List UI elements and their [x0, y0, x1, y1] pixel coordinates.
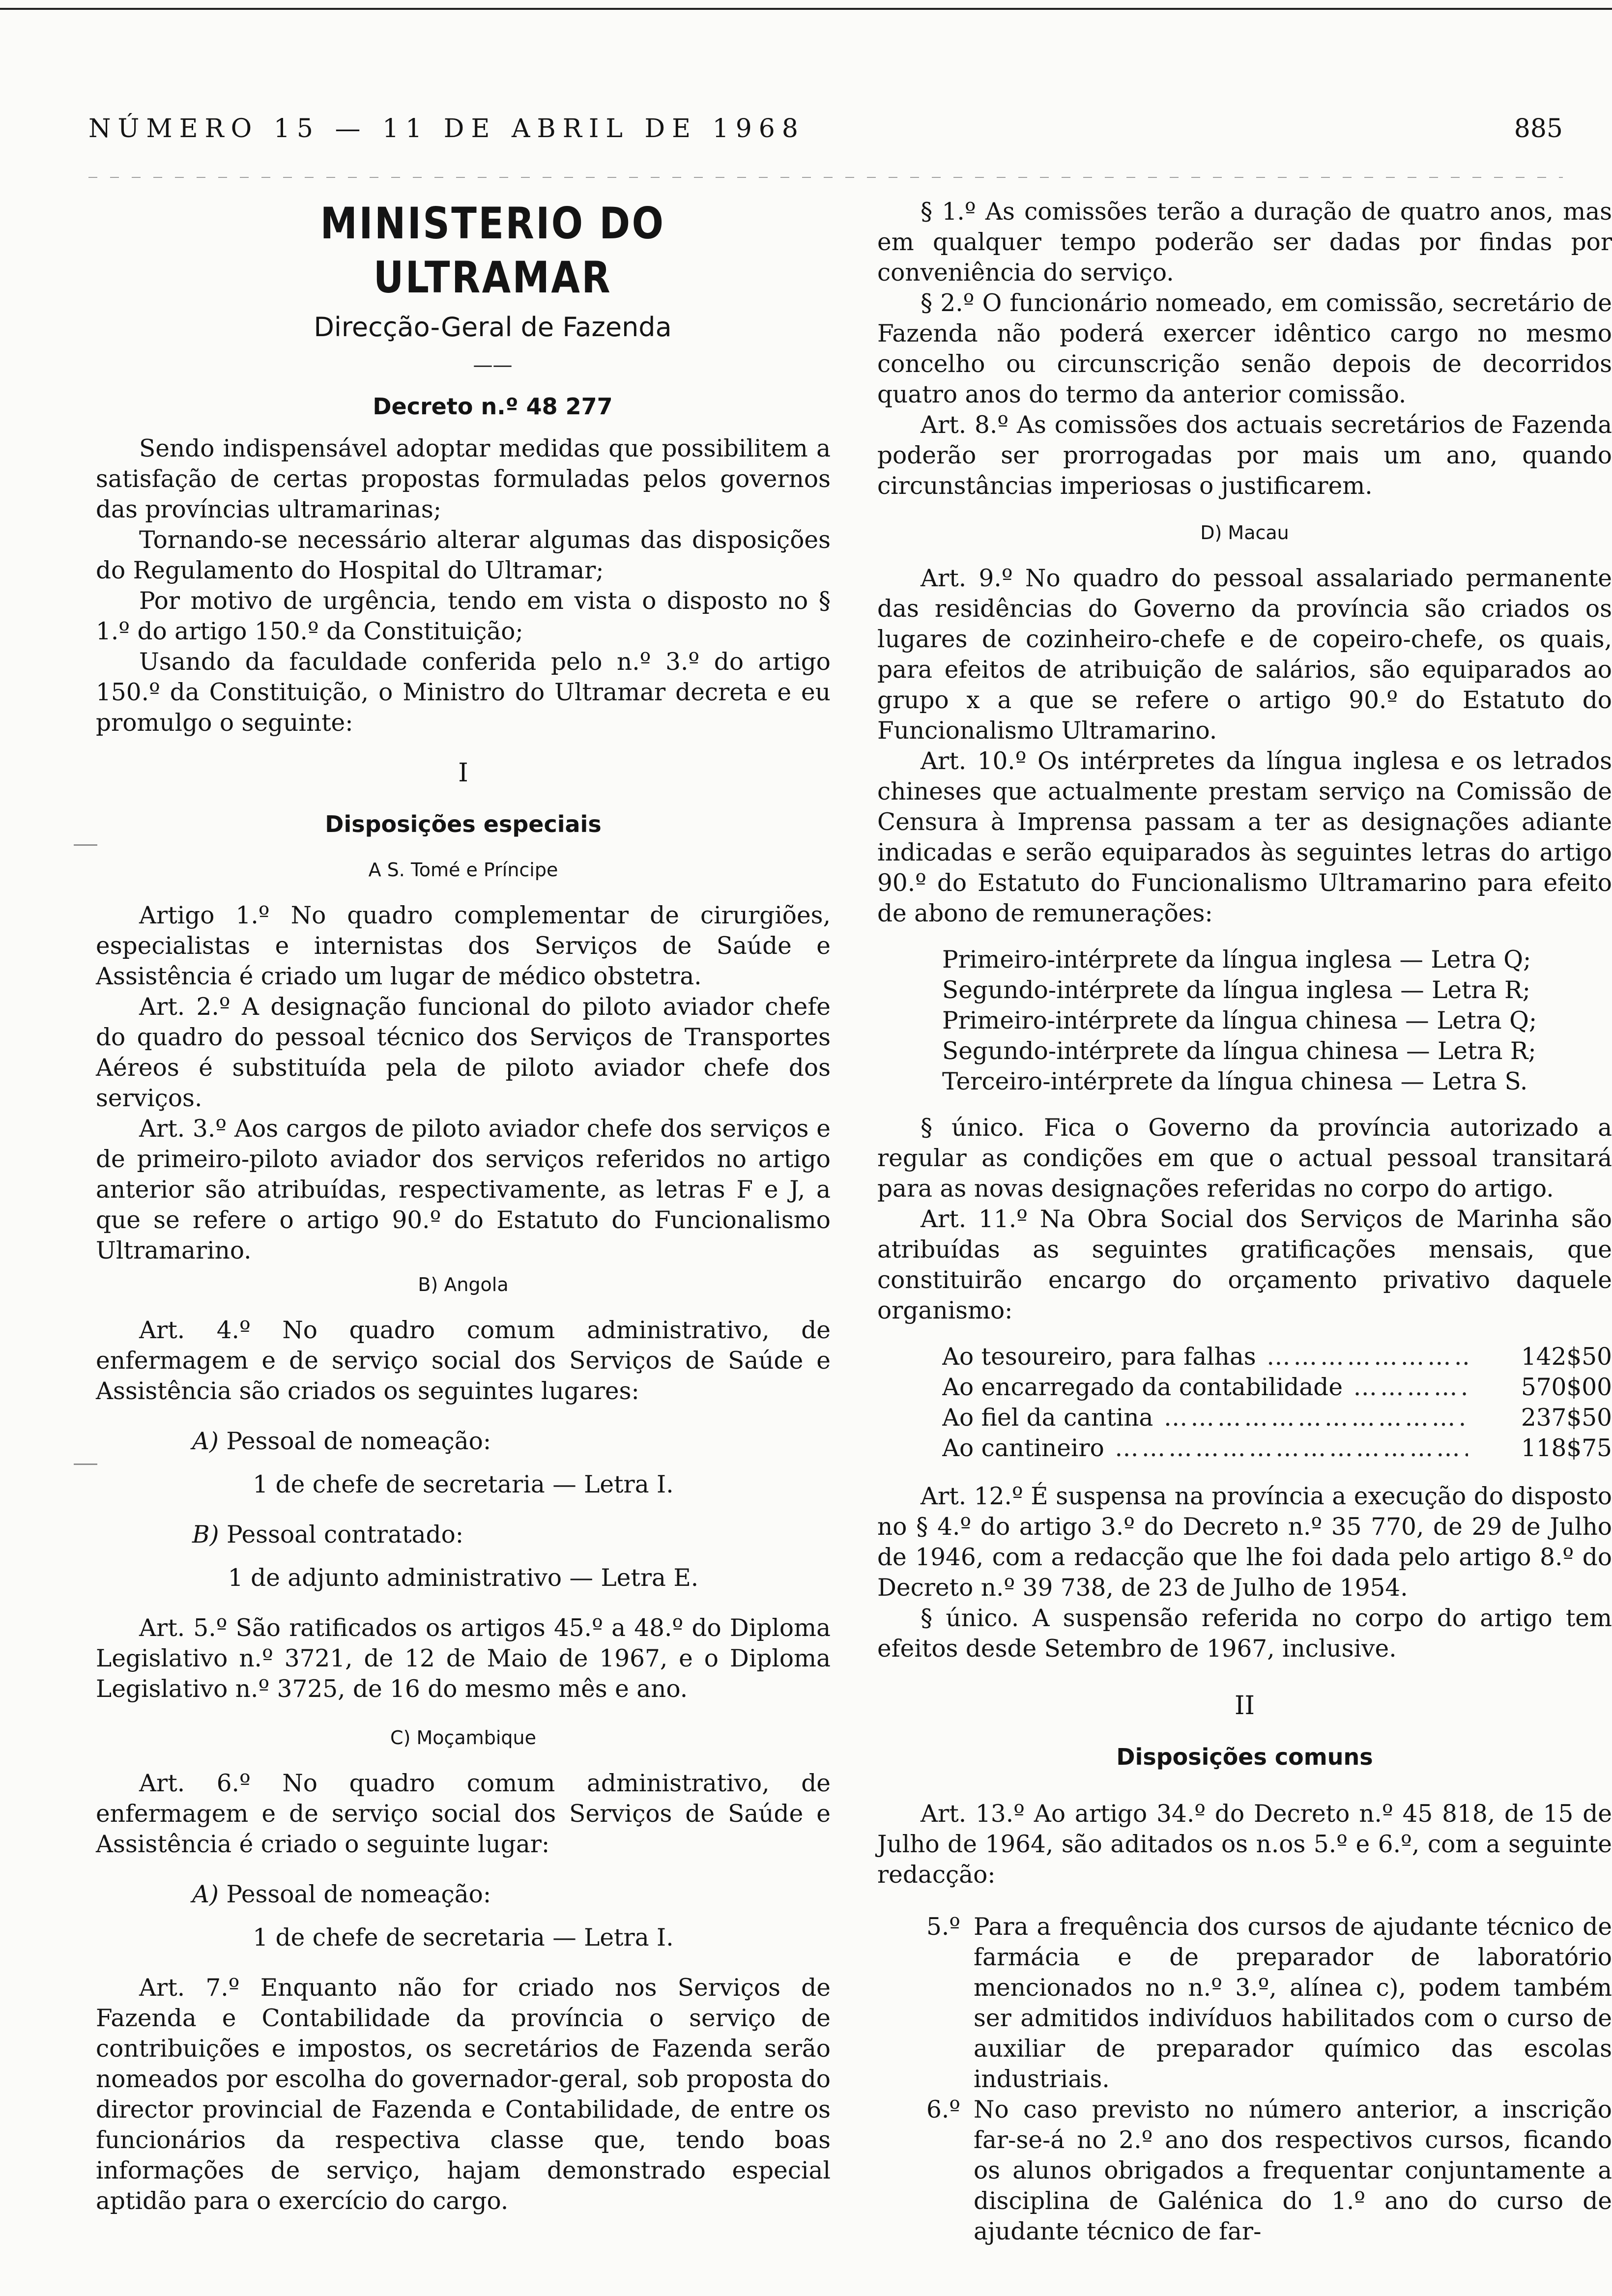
province-heading: C) Moçambique [390, 1727, 536, 1749]
province-heading: D) Macau [1200, 522, 1289, 544]
paragraph-clause: § único. A suspensão referida no corpo do artigo tem efeitos desde Setembro de 1967, inclusive. [877, 1605, 1612, 1663]
category-label: Pessoal de nomeação: [226, 1428, 491, 1455]
salary-value: 570$00 [1521, 1374, 1612, 1401]
added-item [926, 1912, 1612, 2095]
article: Art. 11.º Na Obra Social dos Serviços de Marinha são atribuídas as seguintes gratificações mensais, que constituirão encargo do orçamento privativo daquele organismo: [877, 1205, 1612, 1324]
salary-label: Ao cantineiro …………………………………………………………………………………………… [942, 1433, 1468, 1464]
item-text: No caso previsto no número anterior, a inscrição far-se-á no 2.º ano dos respectivos cursos, ficando os alunos obrigados a frequentar conjuntamente a disciplina de Galénica do 1.º ano do curso de ajudante técnico de far- [974, 2096, 1612, 2245]
paragraph-clause: § único. Fica o Governo da província autorizado a regular as condições em que o actual pessoal transitará para as novas designações referidas no corpo do artigo. [877, 1114, 1612, 1203]
post-line: 1 de adjunto administrativo — Letra E. [228, 1564, 699, 1592]
staff-category [96, 1879, 831, 1910]
interpreter-list [877, 945, 1612, 1097]
salary-table [877, 1342, 1612, 1464]
part-title: Disposições especiais [325, 811, 602, 837]
salary-value: 142$50 [1521, 1343, 1612, 1371]
category-letter: B) [192, 1521, 219, 1549]
right-column [877, 197, 1612, 2247]
post-line: 1 de chefe de secretaria — Letra I. [253, 1924, 674, 1952]
salary-row [877, 1372, 1612, 1403]
margin-mark [74, 1464, 97, 1465]
paragraph-clause: § 2.º O funcionário nomeado, em comissão, secretário de Fazenda não poderá exercer idêntico cargo no mesmo concelho ou circunscrição senão depois de decorridos quatro anos do termo da anterior comissão. [877, 289, 1612, 408]
added-items [877, 1912, 1612, 2247]
issue-line: NÚMERO 15 — 11 DE ABRIL DE 1968 [88, 114, 805, 144]
article: Artigo 1.º No quadro complementar de cirurgiões, especialistas e internistas dos Serviços de Saúde e Assistência é criado um lugar de médico obstetra. [96, 902, 831, 990]
article: Art. 8.º As comissões dos actuais secretários de Fazenda poderão ser prorrogadas por mais um ano, quando circunstâncias imperiosas o justificarem. [877, 411, 1612, 500]
staff-category [96, 1426, 831, 1457]
part-numeral: I [458, 758, 468, 788]
article: Art. 9.º No quadro do pessoal assalariado permanente das residências do Governo da província são criados os lugares de cozinheiro-chefe e de copeiro-chefe, os quais, para efeitos de atribuição de salários, são equiparados ao grupo x a que se refere o artigo 90.º do Estatuto do Funcionalismo Ultramarino. [877, 565, 1612, 745]
article: Art. 6.º No quadro comum administrativo, de enfermagem e de serviço social dos Serviços de Saúde e Assistência é criado o seguinte lugar: [96, 1770, 831, 1858]
article: Art. 10.º Os intérpretes da língua inglesa e os letrados chineses que actualmente prestam serviço na Comissão de Censura à Imprensa passam a ter as designações adiante indicadas e serão equiparados às seguintes letras do artigo 90.º do Estatuto do Funcionalismo Ultramarino para efeito de abono de remunerações: [877, 747, 1612, 927]
salary-row [877, 1403, 1612, 1433]
salary-row [877, 1342, 1612, 1372]
left-column [96, 197, 831, 2216]
salary-label: Ao tesoureiro, para falhas …………………………………………………………………………………………… [942, 1342, 1468, 1372]
page-number: 885 [1514, 114, 1563, 144]
province-heading: A S. Tomé e Príncipe [368, 859, 558, 881]
paragraph-clause: § 1.º As comissões terão a duração de quatro anos, mas em qualquer tempo poderão ser dadas por findas por conveniência do serviço. [877, 198, 1612, 287]
article: Art. 2.º A designação funcional do piloto aviador chefe do quadro do pessoal técnico dos Serviços de Transportes Aéreos é substituída pela de piloto aviador chefe dos serviços. [96, 993, 831, 1112]
article: Art. 7.º Enquanto não for criado nos Serviços de Fazenda e Contabilidade da província o serviço de contribuições e impostos, os secretários de Fazenda serão nomeados por escolha do governador-geral, sob proposta do director provincial de Fazenda e Contabilidade, de entre os funcionários da respectiva classe que, tendo boas informações de serviço, hajam demonstrado especial aptidão para o exercício do cargo. [96, 1974, 831, 2215]
province-heading: B) Angola [418, 1274, 509, 1295]
salary-label: Ao fiel da cantina …………………………………………………………………………………………… [942, 1403, 1468, 1433]
item-text: Para a frequência dos cursos de ajudante técnico de farmácia e de preparador de laboratório mencionados no n.º 3.º, alínea c), podem também ser admitidos indivíduos habilitados com o curso de auxiliar de preparador químico das escolas industriais. [974, 1913, 1612, 2093]
margin-mark [74, 844, 97, 846]
interpreter-item: Primeiro-intérprete da língua chinesa — Letra Q; [942, 1007, 1537, 1034]
salary-label: Ao encarregado da contabilidade …………………………………………………………………………………………… [942, 1372, 1468, 1403]
preamble-paragraph: Sendo indispensável adoptar medidas que possibilitem a satisfação de certas propostas formuladas pelos governos das províncias ultramarinas; [96, 435, 831, 523]
preamble-paragraph: Tornando-se necessário alterar algumas das disposições do Regulamento do Hospital do Ultramar; [96, 526, 831, 584]
interpreter-item: Terceiro-intérprete da língua chinesa — Letra S. [942, 1068, 1528, 1095]
department-title: Direcção-Geral de Fazenda [314, 312, 672, 343]
ministry-title: MINISTERIO DO ULTRAMAR [320, 198, 665, 303]
category-letter: A) [192, 1428, 219, 1455]
item-number: 5.º [926, 1913, 961, 1941]
article: Art. 13.º Ao artigo 34.º do Decreto n.º 45 818, de 15 de Julho de 1964, são aditados os n.os 5.º e 6.º, com a seguinte redacção: [877, 1800, 1612, 1889]
category-label: Pessoal de nomeação: [226, 1881, 491, 1908]
preamble-paragraph: Por motivo de urgência, tendo em vista o disposto no § 1.º do artigo 150.º da Constituição; [96, 587, 831, 645]
header-rule [88, 177, 1563, 178]
article: Art. 12.º É suspensa na província a execução do disposto no § 4.º do artigo 3.º do Decreto n.º 35 770, de 29 de Julho de 1946, com a redacção que lhe foi dada pelo artigo 8.º do Decreto n.º 39 738, de 23 de Julho de 1954. [877, 1483, 1612, 1602]
interpreter-item: Segundo-intérprete da língua chinesa — Letra R; [942, 1037, 1536, 1065]
post-line: 1 de chefe de secretaria — Letra I. [253, 1471, 674, 1498]
category-label: Pessoal contratado: [226, 1521, 464, 1549]
added-item [926, 2095, 1612, 2247]
article: Art. 3.º Aos cargos de piloto aviador chefe dos serviços e de primeiro-piloto aviador dos serviços referidos no artigo anterior são atribuídas, respectivamente, as letras F e J, a que se refere o artigo 90.º do Estatuto do Funcionalismo Ultramarino. [96, 1115, 831, 1264]
interpreter-item: Segundo-intérprete da língua inglesa — Letra R; [942, 976, 1530, 1004]
decree-number: Decreto n.º 48 277 [373, 393, 613, 420]
salary-row [877, 1433, 1612, 1464]
article: Art. 4.º No quadro comum administrativo, de enfermagem e de serviço social dos Serviços de Saúde e Assistência são criados os seguintes lugares: [96, 1317, 831, 1405]
top-border-rule [0, 8, 1612, 10]
page-header [88, 114, 1563, 148]
staff-category [96, 1520, 831, 1550]
part-title: Disposições comuns [1116, 1744, 1373, 1770]
preamble-paragraph: Usando da faculdade conferida pelo n.º 3.º do artigo 150.º da Constituição, o Ministro do Ultramar decreta e eu promulgo o seguinte: [96, 648, 831, 737]
title-separator: —— [473, 354, 513, 376]
salary-value: 237$50 [1521, 1404, 1612, 1432]
category-letter: A) [192, 1881, 219, 1908]
interpreter-item: Primeiro-intérprete da língua inglesa — Letra Q; [942, 946, 1531, 974]
part-numeral: II [1234, 1691, 1255, 1721]
article: Art. 5.º São ratificados os artigos 45.º a 48.º do Diploma Legislativo n.º 3721, de 12 de Maio de 1967, e o Diploma Legislativo n.º 3725, de 16 do mesmo mês e ano. [96, 1614, 831, 1703]
item-number: 6.º [926, 2096, 961, 2124]
salary-value: 118$75 [1521, 1435, 1612, 1462]
